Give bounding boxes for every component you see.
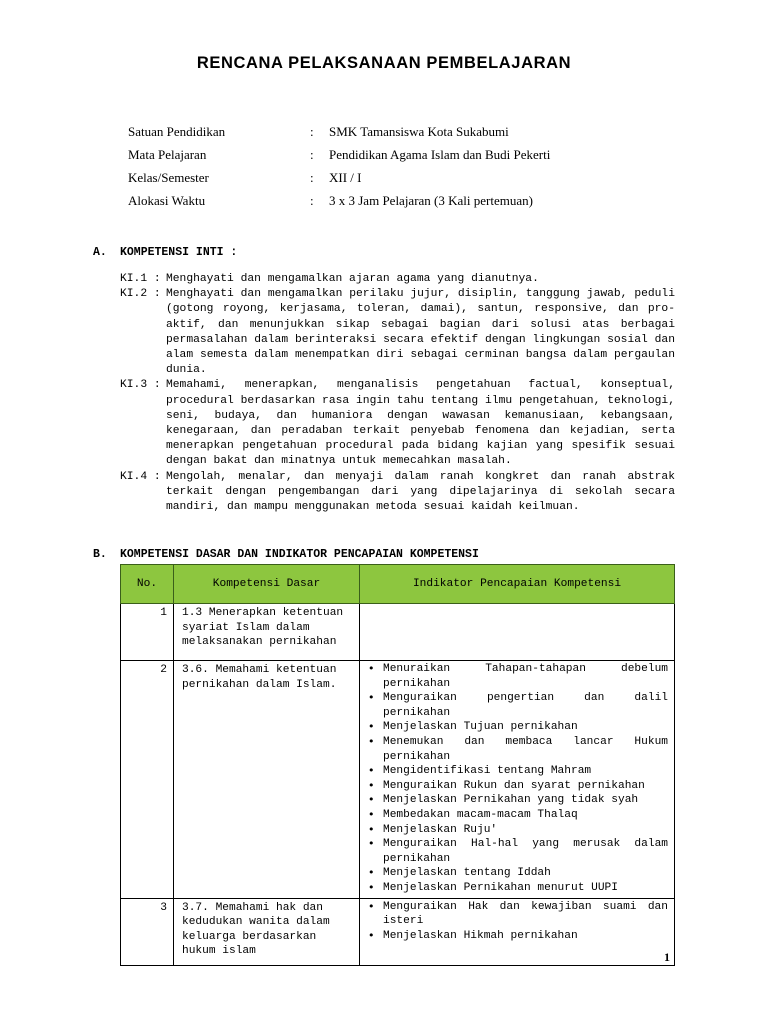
identity-label: Alokasi Waktu <box>128 193 206 208</box>
identity-value: Pendidikan Agama Islam dan Budi Pekerti <box>329 147 551 162</box>
identity-value: 3 x 3 Jam Pelajaran (3 Kali pertemuan) <box>329 193 533 208</box>
table-row <box>121 661 675 899</box>
header-kompetensi-dasar: Kompetensi Dasar <box>174 565 360 604</box>
row-number: 1 <box>121 604 174 661</box>
identity-colon: : <box>310 193 314 208</box>
ki-label: KI.1 : <box>120 273 161 285</box>
identity-colon: : <box>310 147 314 162</box>
identity-value: XII / I <box>329 170 362 185</box>
identity-colon: : <box>310 170 314 185</box>
identity-label: Kelas/Semester <box>128 170 209 185</box>
ki-text: Menghayati dan mengamalkan ajaran agama yang dianutnya. <box>166 273 539 285</box>
identity-colon: : <box>310 124 314 139</box>
indicator-item: • Menuraikan Tahapan-tahapan debelum pernikahan <box>368 662 668 691</box>
section-b-heading <box>93 548 479 561</box>
row-indikator <box>360 604 675 661</box>
indicator-item: • Menjelaskan tentang Iddah <box>368 866 668 881</box>
indicator-item: • Menguraikan Hak dan kewajiban suami dan isteri <box>368 900 668 929</box>
section-title: KOMPETENSI DASAR DAN INDIKATOR PENCAPAIAN KOMPETENSI <box>120 548 479 561</box>
ki-label: KI.4 : <box>120 470 161 483</box>
header-no: No. <box>121 565 174 604</box>
section-letter: B. <box>93 548 107 561</box>
indicator-list <box>360 899 674 946</box>
page-number: 1 <box>664 950 670 964</box>
table-header-row <box>121 565 675 604</box>
ki-label: KI.2 : <box>120 288 161 301</box>
indicator-item: • Menjelaskan Pernikahan yang tidak syah <box>368 793 668 808</box>
ki-item <box>120 287 675 378</box>
identity-label: Satuan Pendidikan <box>128 124 226 139</box>
indicator-item: • Mengidentifikasi tentang Mahram <box>368 764 668 779</box>
row-number: 2 <box>121 661 174 899</box>
indicator-item: • Menjelaskan Ruju' <box>368 823 668 838</box>
kompetensi-inti-list <box>120 272 675 515</box>
identity-value: SMK Tamansiswa Kota Sukabumi <box>329 124 509 139</box>
ki-item <box>120 470 675 516</box>
ki-item <box>120 378 675 469</box>
table-row <box>121 604 675 661</box>
row-indikator <box>360 898 675 965</box>
section-title: KOMPETENSI INTI : <box>120 246 238 259</box>
row-number: 3 <box>121 898 174 965</box>
indicator-list <box>360 661 674 898</box>
row-kompetensi-dasar: 3.6. Memahami ketentuan pernikahan dalam Islam. <box>174 661 360 899</box>
indicator-item: • Menguraikan pengertian dan dalil pernikahan <box>368 691 668 720</box>
page-title: RENCANA PELAKSANAAN PEMBELAJARAN <box>196 54 572 72</box>
indicator-item: • Menemukan dan membaca lancar Hukum pernikahan <box>368 735 668 764</box>
section-letter: A. <box>93 246 107 259</box>
ki-text: Menghayati dan mengamalkan perilaku jujur, disiplin, tanggung jawab, peduli (gotong royong, kerjasama, toleran, damai), santun, responsive, dan pro-aktif, dan menunjukkan sikap sebagai bagian dari solusi atas berbagai permasalahan dalam berinteraksi secara efektif dengan lingkungan sosial dan alam semesta dalam menempatkan diri sebagai cerminan bangsa dalam pergaulan dunia. <box>166 288 675 377</box>
row-indikator <box>360 661 675 899</box>
section-a-heading <box>93 246 237 259</box>
ki-label: KI.3 : <box>120 379 161 392</box>
indicator-item: • Membedakan macam-macam Thalaq <box>368 808 668 823</box>
kompetensi-table <box>120 564 675 966</box>
indicator-item: • Menguraikan Hal-hal yang merusak dalam pernikahan <box>368 837 668 866</box>
indicator-item: • Menguraikan Rukun dan syarat pernikahan <box>368 779 668 794</box>
indicator-item: • Menjelaskan Pernikahan menurut UUPI <box>368 881 668 896</box>
table-row <box>121 898 675 965</box>
identity-label: Mata Pelajaran <box>128 147 207 162</box>
indicator-item: • Menjelaskan Hikmah pernikahan <box>368 929 668 944</box>
indicator-item: • Menjelaskan Tujuan pernikahan <box>368 720 668 735</box>
header-indikator: Indikator Pencapaian Kompetensi <box>360 565 675 604</box>
row-kompetensi-dasar: 1.3 Menerapkan ketentuan syariat Islam dalam melaksanakan pernikahan <box>174 604 360 661</box>
row-kompetensi-dasar: 3.7. Memahami hak dan kedudukan wanita dalam keluarga berdasarkan hukum islam <box>174 898 360 965</box>
ki-text: Memahami, menerapkan, menganalisis pengetahuan factual, konseptual, procedural berdasarkan rasa ingin tahu tentang ilmu pengetahuan, teknologi, seni, budaya, dan humaniora dengan wawasan kemanusiaan, kebangsaan, kenegaraan, dan peradaban terkait penyebab fenomena dan kejadian, serta menerapkan pengetahuan procedural pada bidang kajian yang spesifik sesuai dengan bakat dan minatnya untuk memecahkan masalah. <box>166 379 675 468</box>
ki-text: Mengolah, menalar, dan menyaji dalam ranah kongkret dan ranah abstrak terkait dengan pengembangan dari yang dipelajarinya di sekolah secara mandiri, dan mampu menggunakan metoda sesuai kaidah keilmuan. <box>166 470 675 514</box>
ki-item <box>120 272 675 287</box>
